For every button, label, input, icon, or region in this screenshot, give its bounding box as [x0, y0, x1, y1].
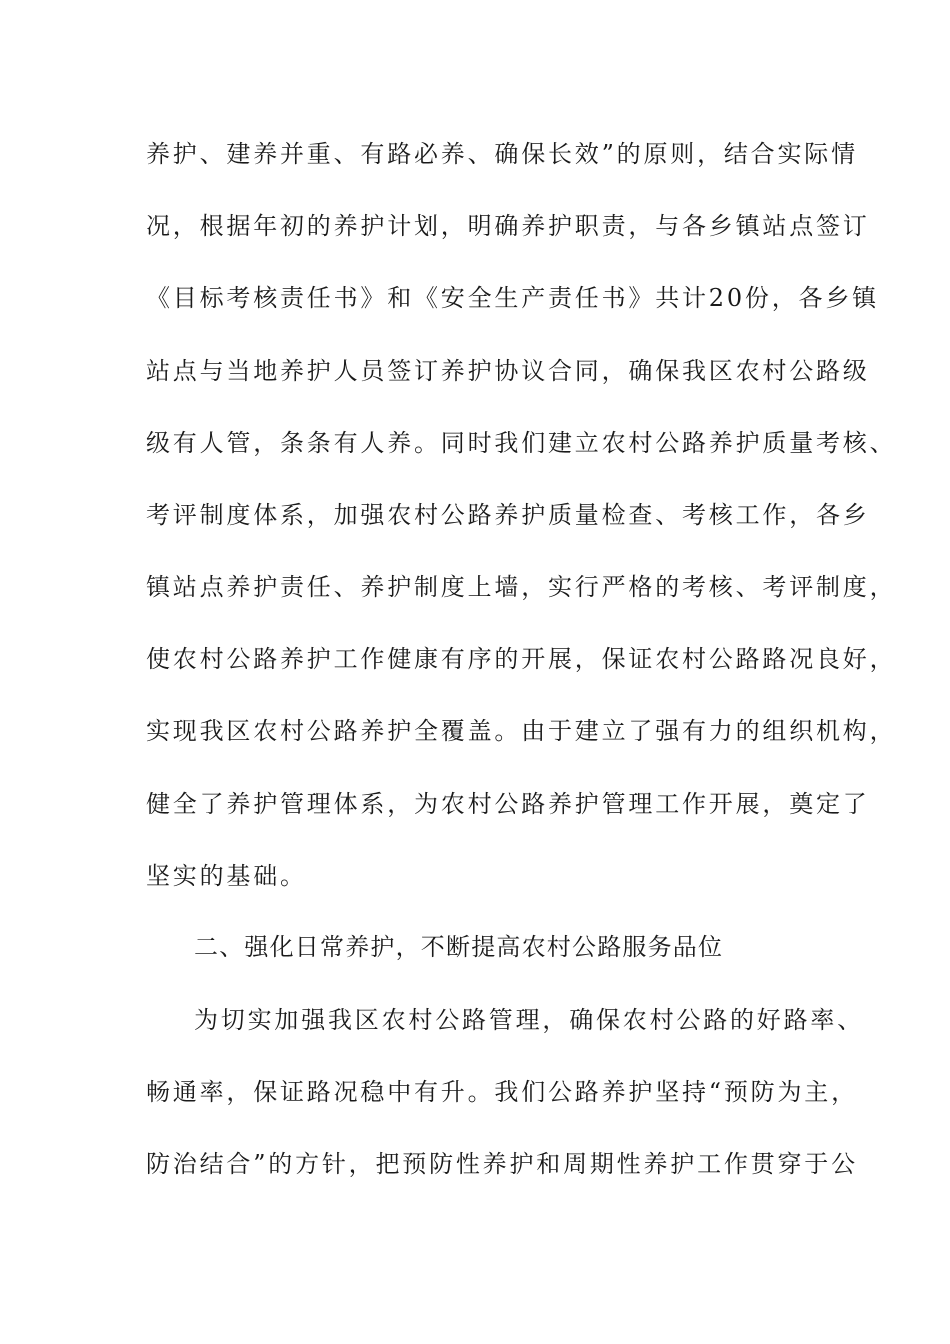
paragraph-line: 站点与当地养护人员签订养护协议合同，确保我区农村公路级 — [146, 357, 870, 385]
paragraph-line: 考评制度体系，加强农村公路养护质量检查、考核工作，各乡 — [146, 501, 870, 529]
paragraph-line: 为切实加强我区农村公路管理，确保农村公路的好路率、 — [194, 1006, 864, 1034]
section-heading: 二、强化日常养护，不断提高农村公路服务品位 — [194, 933, 724, 961]
paragraph-line: 使农村公路养护工作健康有序的开展，保证农村公路路况良好， — [146, 645, 897, 673]
paragraph-line: 健全了养护管理体系，为农村公路养护管理工作开展，奠定了 — [146, 790, 870, 818]
paragraph-line: 况，根据年初的养护计划，明确养护职责，与各乡镇站点签订 — [146, 212, 870, 240]
paragraph-line: 养护、建养并重、有路必养、确保长效”的原则，结合实际情 — [146, 140, 858, 168]
paragraph-line: 坚实的基础。 — [146, 862, 307, 890]
paragraph-line: 防治结合”的方针，把预防性养护和周期性养护工作贯穿于公 — [146, 1150, 858, 1178]
paragraph-line: 《目标考核责任书》和《安全生产责任书》共计20份，各乡镇 — [146, 284, 879, 312]
paragraph-line: 畅通率，保证路况稳中有升。我们公路养护坚持“预防为主， — [146, 1078, 858, 1106]
paragraph-line: 实现我区农村公路养护全覆盖。由于建立了强有力的组织机构， — [146, 717, 897, 745]
paragraph-line: 镇站点养护责任、养护制度上墙，实行严格的考核、考评制度， — [146, 573, 897, 601]
paragraph-line: 级有人管，条条有人养。同时我们建立农村公路养护质量考核、 — [146, 429, 897, 457]
